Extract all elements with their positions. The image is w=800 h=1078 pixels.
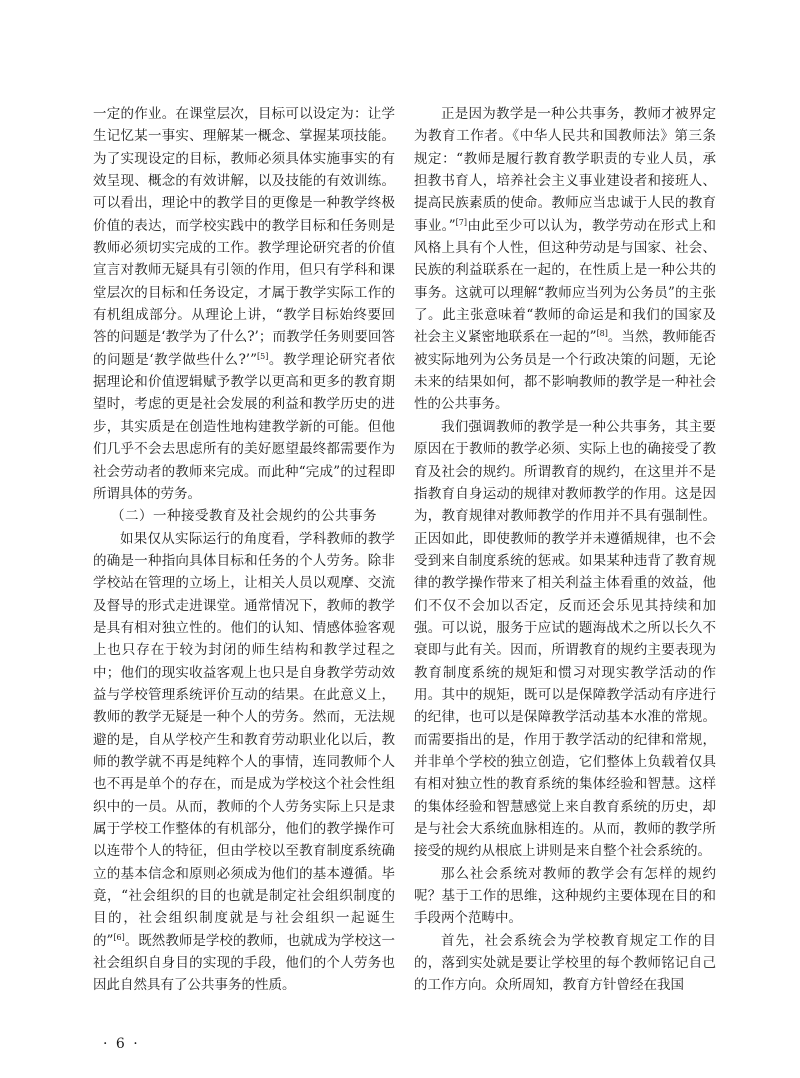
paragraph: 我们强调教师的教学是一种公共事务，其主要原因在于教师的教学必须、实际上也的确接受了教育及社会的规约。所谓教育的规约，在这里并不是指教育自身运动的规律对教师教学的作用。这是因为，教育规律对教师教学的作用并不具有强制性。正因如此，即使教师的教学并未遵循规律，也不会受到来自制度系统的惩戒。如果某种违背了教育规律的教学操作带来了相关利益主体看重的效益，他们不仅不会加以否定，反而还会乐见其持续和加强。可以说，服务于应试的题海战术之所以长久不衰即与此有关。因而，所谓教育的规约主要表现为教育制度系统的规矩和惯习对现实教学活动的作用。其中的规矩，既可以是保障教学活动有序进行的纪律，也可以是保障教学活动基本水准的常规。而需要指出的是，作用于教学活动的纪律和常规，并非单个学校的独立创造，它们整体上负载着仅具有相对独立性的教育系统的集体经验和智慧。这样的集体经验和智慧感觉上来自教育系统的历史，却是与社会大系统血脉相连的。从而，教师的教学所接受的规约从根底上讲则是来自整个社会系统的。: [414, 418, 716, 860]
citation-ref: [8]: [596, 329, 608, 339]
paragraph-text: 。既然教师是学校的教师，也就成为学校这一社会组织自身目的实现的手段，他们的个人劳务也因此自然具有了公共事务的性质。: [93, 932, 396, 994]
citation-ref: [6]: [113, 932, 125, 942]
paragraph-text: 。教学理论研究者依据理论和价值逻辑赋予教学以更高和更多的教育期望时，考虑的更是社会发展的利益和教学历史的进步，其实质是在创造性地构建教学新的可能。但他们几乎不会去思虑所有的美好愿望最终都需要作为社会劳动者的教师来完成。而此种“完成”的过程即所谓具体的劳务。: [93, 351, 395, 502]
paragraph: [93, 528, 395, 997]
paragraph-text: 正是因为教学是一种公共事务，教师才被界定为教育工作者。《中华人民共和国教师法》第三条规定：“教师是履行教育教学职责的专业人员，承担教书育人，培养社会主义事业建设者和接班人、提高民族素质的使命。教师应当忠诚于人民的教育事业。”: [414, 106, 716, 234]
citation-ref: [5]: [257, 351, 269, 361]
paragraph-text: 。当然，教师能否被实际地列为公务员是一个行政决策的问题，无论未来的结果如何，都不影响教师的教学是一种社会性的公共事务。: [414, 329, 717, 413]
left-column: [93, 103, 395, 997]
paragraph: 首先，社会系统会为学校教育规定工作的目的，落到实处就是要让学校里的每个教师铭记自己的工作方向。众所周知，教育方针曾经在我国: [414, 932, 716, 994]
page-number: · 6 ·: [103, 1036, 140, 1052]
paragraph: 那么社会系统对教师的教学会有怎样的规约呢？基于工作的思维，这种规约主要体现在目的和手段两个范畴中。: [414, 865, 716, 927]
paragraph-text: 如果仅从实际运行的角度看，学科教师的教学的确是一种指向具体目标和任务的个人劳务。除非学校站在管理的立场上，让相关人员以观摩、交流及督导的形式走进课堂。通常情况下，教师的教学是具有相对独立性的。他们的认知、情感体验客观上也只存在于较为封闭的师生结构和教学过程之中；他们的现实收益客观上也只是自身教学劳动效益与学校管理系统评价互动的结果。在此意义上，教师的教学无疑是一种个人的劳务。然而，无法规避的是，自从学校产生和教育劳动职业化以后，教师的教学就不再是纯粹个人的事情，连同教师个人也不再是单个的存在，而是成为学校这个社会性组织中的一员。从而，教师的个人劳务实际上只是隶属于学校工作整体的有机部分，他们的教学操作可以连带个人的特征，但由学校以至教育制度系统确立的基本信念和原则必须成为他们的基本遵循。毕竟，“社会组织的目的也就是制定社会组织制度的目的，社会组织制度就是与社会组织一起诞生的”: [93, 530, 395, 949]
paragraph: [93, 103, 395, 505]
citation-ref: [7]: [455, 217, 467, 227]
paragraph-text: 一定的作业。在课堂层次，目标可以设定为：让学生记忆某一事实、理解某一概念、掌握某项技能。为了实现设定的目标，教师必须具体实施事实的有效呈现、概念的有效讲解，以及技能的有效训练。可以看出，理论中的教学目的更像是一种教学终极价值的表达，而学校实践中的教学目标和任务则是教师必须切实完成的工作。教学理论研究者的价值宣言对教师无疑具有引领的作用，但只有学科和课堂层次的目标和任务设定，才属于教学实际工作的有机组成部分。从理论上讲，“教学目标始终要回答的问题是‘教学为了什么?’；而教学任务则要回答的问题是‘教学做些什么?’”: [93, 106, 395, 368]
section-subheading: （二）一种接受教育及社会规约的公共事务: [111, 508, 377, 525]
right-column: [414, 103, 716, 997]
paragraph-text: 由此至少可以认为，教学劳动在形式上和风格上具有个人性，但这种劳动是与国家、社会、民族的利益联系在一起的，在性质上是一种公共的事务。这就可以理解“教师应当列为公务员”的主张了。此主张意味着“教师的命运是和我们的国家及社会主义紧密地联系在一起的”: [414, 217, 716, 346]
paragraph: [414, 103, 716, 416]
